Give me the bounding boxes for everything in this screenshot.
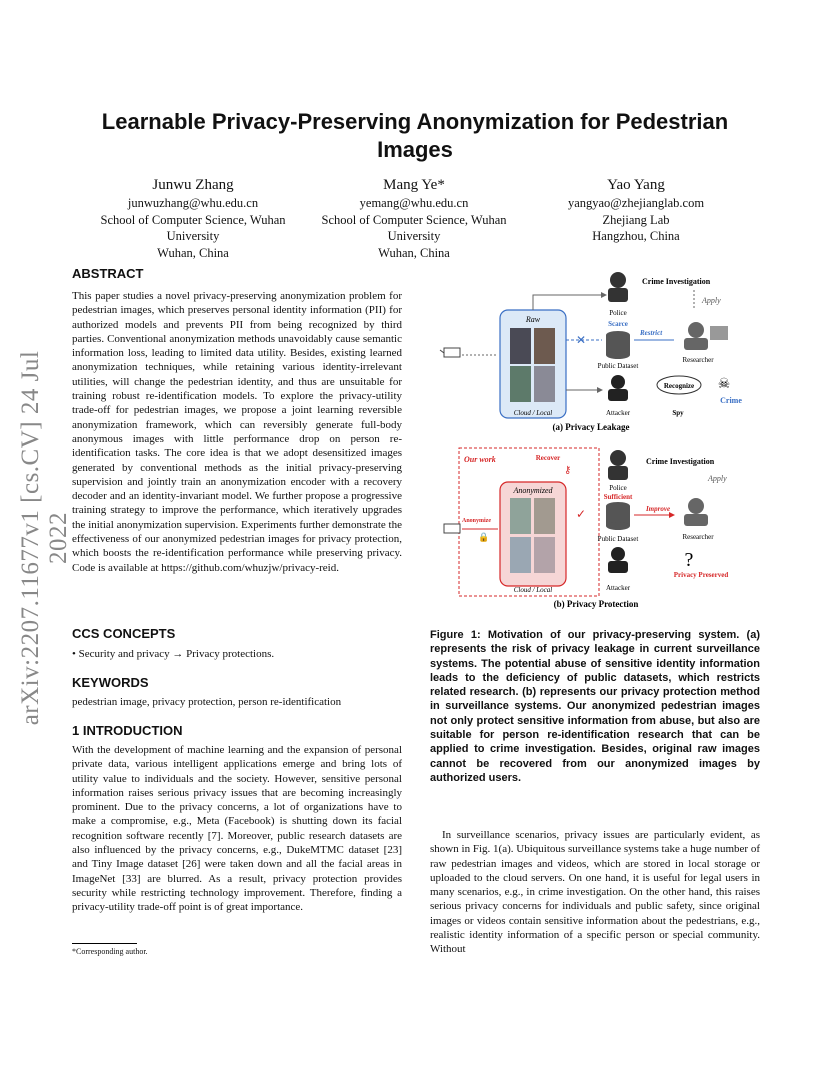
recover-label: Recover: [535, 454, 561, 462]
raw-box: [500, 310, 566, 418]
keywords-heading: KEYWORDS: [72, 675, 149, 690]
author-name: Yao Yang: [607, 177, 665, 193]
police-label: Police: [609, 309, 627, 317]
sufficient-label: Sufficient: [603, 493, 633, 501]
footnote: *Corresponding author.: [72, 947, 148, 956]
check-icon: ✓: [576, 507, 587, 521]
abstract-text: This paper studies a novel privacy-preserving anonymization problem for pedestrian images, which preserves personal identity information (PII) for authorized models and prevents PII from being recognized by third parties. Conventional anonymization methods unavoidably cause semantic information loss, leading to limited data utility. Besides, existing learned anonymization techniques, while retaining various identity-irrelevant utilities, will change the pedestrian identity, and thus are unsuitable for training robust re-identification models. To explore the privacy-utility trade-off for pedestrian images, we propose a joint learning reversible anonymization framework, which can reversibly generate full-body anonymous images with little performance drop on person re-identification tasks. The core idea is that we adopt desensitized images generated by conventional methods as the initial privacy-preserving supervision and jointly train an anonymization encoder with a recovery decoder and an identity-invariant model. We further propose a progressive training strategy to improve the performance, which iteratively upgrades the initial anonymization supervision. Experiments further demonstrate the effectiveness of our anonymized pedestrian images for privacy protection, which boosts the re-identification performance while preserving privacy. Code is available at https://github.com/whuzjw/privacy-reid.: [72, 290, 402, 574]
author-email: yangyao@zhejianglab.com: [567, 196, 705, 210]
intro-text: With the development of machine learning and the expansion of personal private data, various intelligent applications emerge and bring lots of utility value to individuals and the society. However, sensitive personal information raises serious privacy issues that are becoming increasingly prominent. Due to the privacy concerns, a lot of organizations have to make a compromise, e.g., Meta (Facebook) is shutting down its facial recognition software recently [7]. Moreover, public research datasets are also influenced by the privacy concerns, e.g., DukeMTMC dataset [23] and Tiny Image dataset [26] were taken down and all the facial areas in ImageNet [33] are blurred. As a result, privacy protection provides security while restricting technology improvement. Therefore, finding a privacy-utility trade-off point is of great importance.: [72, 744, 402, 914]
author-block: [78, 175, 308, 261]
author-email: yemang@whu.edu.cn: [359, 196, 469, 210]
ccs-heading: CCS CONCEPTS: [72, 626, 176, 641]
public-dataset-label-b: Public Dataset: [597, 535, 639, 543]
researcher-icon-b: [688, 498, 704, 514]
author-block: [299, 175, 529, 261]
arxiv-side-label: arXiv:2207.11677v1 [cs.CV] 24 Jul 2022: [17, 350, 72, 726]
recognize-label: Recognize: [663, 382, 695, 390]
anonymized-box: [500, 482, 566, 586]
crime-investigation-label-b: Crime Investigation: [646, 457, 715, 466]
raw-label: Raw: [525, 315, 541, 324]
skull-icon: ☠: [717, 377, 731, 392]
public-dataset-label: Public Dataset: [597, 362, 639, 370]
author-affiliation: School of Computer Science, Wuhan University: [321, 212, 507, 243]
our-work-label: Our work: [464, 455, 496, 464]
abstract-heading: ABSTRACT: [72, 266, 144, 281]
apply-label: Apply: [702, 296, 721, 305]
researcher-label: Researcher: [682, 356, 714, 364]
author-location: Hangzhou, China: [592, 229, 680, 243]
ccs-text: • Security and privacy → Privacy protections.: [72, 648, 275, 660]
author-affiliation: Zhejiang Lab: [602, 212, 670, 227]
privacy-preserved-label: Privacy Preserved: [673, 571, 729, 579]
footnote-rule: [72, 943, 137, 944]
attacker-icon-b: [611, 547, 625, 561]
author-location: Wuhan, China: [157, 245, 229, 260]
spy-label: Spy: [672, 409, 684, 417]
right-body-text: In surveillance scenarios, privacy issues are particularly evident, as shown in Fig. 1(a). Ubiquitous surveillance systems take a huge number of raw pedestrian images and videos, which are stored in local storage or uploaded to the cloud servers. On one hand, it is useful for legal users in many scenarios, e.g., in crime investigation. On the other hand, this raises serious privacy concerns for individuals and public safety, since original images or videos contain sensitive information about the pedestrians, e.g., realistic identity information of a specific person or special community. Without: [430, 829, 760, 956]
scarce-label: Scarce: [608, 320, 628, 328]
question-mark: ?: [684, 549, 694, 571]
author-email: junwuzhang@whu.edu.cn: [127, 196, 259, 210]
intro-heading: 1 INTRODUCTION: [72, 723, 183, 738]
cloud-local-label: Cloud / Local: [513, 409, 553, 417]
crime-label: Crime: [720, 396, 742, 405]
keywords-text: pedestrian image, privacy protection, person re-identification: [72, 696, 342, 708]
author-name: Mang Ye*: [383, 177, 445, 193]
camera-icon: [440, 348, 460, 357]
panel-a-label: (a) Privacy Leakage: [552, 422, 630, 432]
anonymized-label: Anonymized: [513, 486, 553, 495]
blocked-icon: ✕: [576, 333, 587, 347]
police-icon: [610, 272, 626, 288]
figure-caption: Figure 1: Motivation of our privacy-preserving system. (a) represents the risk of privacy leakage in current surveillance systems. The potential abuse of sensitive identity information leads to the deficiency of public datasets, which restricts related research. (b) represents our privacy protection method in surveillance systems. Our anonymized pedestrian images not only protect sensitive information from abuse, but also are suitable for person re-identification research that can be applied to crime investigation. Besides, original raw images cannot be recovered from our anonymized images by authorized users.: [430, 629, 760, 784]
restrict-label: Restrict: [640, 329, 663, 337]
cloud-local-label-b: Cloud / Local: [513, 586, 553, 594]
apply-label-b: Apply: [708, 474, 727, 483]
author-location: Wuhan, China: [378, 245, 450, 260]
attacker-label: Attacker: [605, 409, 631, 417]
researcher-icon: [688, 322, 704, 338]
police-label-b: Police: [609, 484, 627, 492]
lock-icon: 🔒: [478, 532, 490, 542]
anonymize-label: Anonymize: [462, 518, 491, 524]
researcher-label-b: Researcher: [682, 533, 714, 541]
improve-label: Improve: [645, 505, 671, 513]
author-block: [521, 175, 751, 245]
panel-b-label: (b) Privacy Protection: [553, 599, 639, 609]
police-icon-b: [610, 450, 626, 466]
author-affiliation: School of Computer Science, Wuhan University: [100, 212, 286, 243]
camera-icon-b: [444, 524, 460, 533]
crime-investigation-label: Crime Investigation: [642, 277, 711, 286]
attacker-icon: [611, 375, 625, 389]
key-icon: ⚷: [564, 465, 572, 476]
attacker-label-b: Attacker: [605, 584, 631, 592]
figure-1: [426, 260, 766, 625]
author-name: Junwu Zhang: [152, 177, 234, 193]
paper-title: Learnable Privacy-Preserving Anonymization for Pedestrian Images: [101, 109, 729, 162]
